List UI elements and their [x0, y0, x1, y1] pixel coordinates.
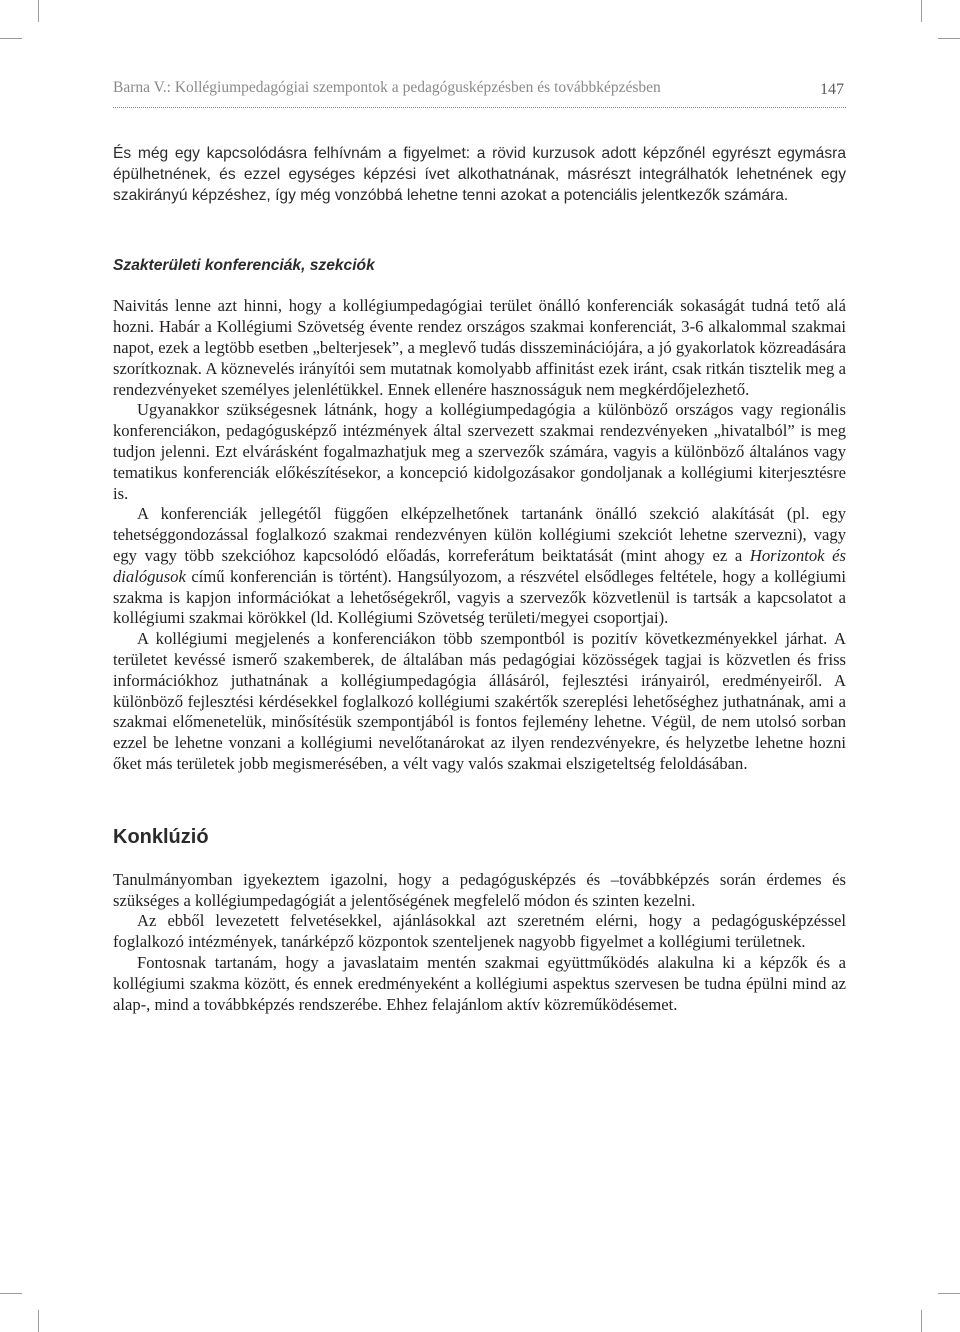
crop-mark-top-left-horizontal [0, 38, 22, 39]
body-paragraph: Fontosnak tartanám, hogy a javaslataim mentén szakmai együttműködés alakulna ki a képzők és a kollégiumi szakma között, és ennek eredményeként a kollégiumi aspektus szervesen be tudna épülni mind az alap-, mind a továbbképzés rendszerébe. Ehhez felajánlom aktív közreműködésemet. [113, 952, 846, 1014]
body-paragraph: Naivitás lenne azt hinni, hogy a kollégiumpedagógiai terület önálló konferenciák sokaságát tudná tető alá hozni. Habár a Kollégiumi Szövetség évente rendez országos szakmai konferenciát, 3-6 alkalommal szakmai napot, ezek a legtöbb esetben „belterjesek”, a meglevő tudás disszeminációjára, a jó gyakorlatok közreadására szorítkoznak. A köznevelés irányítói sem mutatnak komolyabb affinitást ezek iránt, csak ritkán tisztelik meg a rendezvényeket személyes jelenlétükkel. Ennek ellenére hasznosságuk nem megkérdőjelezhető. [113, 296, 846, 399]
crop-mark-top-right-horizontal [938, 38, 960, 39]
body-paragraph [113, 504, 846, 629]
body-paragraph: Tanulmányomban igyekeztem igazolni, hogy a pedagógusképzés és –továbbképzés során érdemes és szükséges a kollégiumpedagógiát a jelentőségének megfelelő módon és szinten kezelni. [113, 869, 846, 910]
section-heading-conclusion: Konklúzió [113, 825, 209, 848]
section-heading-conferences: Szakterületi konferenciák, szekciók [113, 257, 375, 275]
crop-mark-bottom-left-horizontal [0, 1293, 22, 1294]
body-text: című konferencián is történt). Hangsúlyozom, a részvétel elsődleges feltétele, hogy a kollégiumi szakma is kapjon információkat a lehetőségekről, vagyis a szervezők közvetlenül is tartsák a kapcsolatot a kollégiumi szakmai körökkel (ld. Kollégiumi Szövetség területi/megyei csoportjai). [113, 566, 846, 628]
page-body [113, 144, 846, 1015]
crop-mark-top-left-vertical [38, 0, 39, 22]
intro-paragraph: És még egy kapcsolódásra felhívnám a figyelmet: a rövid kurzusok adott képzőnél egyrészt egymásra épülhetnének, és ezzel egységes képzési ívet alkothatnának, másrészt integrálhatók lehetnének egy szakirányú képzéshez, így még vonzóbbá lehetne tenni azokat a potenciális jelentkezők számára. [113, 145, 846, 204]
page-header [113, 79, 846, 108]
page-number: 147 [820, 81, 844, 98]
body-paragraph: Ugyanakkor szükségesnek látnánk, hogy a kollégiumpedagógia a különböző országos vagy regionális konferenciákon, pedagógusképző intézmények által szervezett szakmai rendezvényeken „hivatalból” is meg tudjon jelenni. Ezt elvárásként fogalmazhatjuk meg a szervezők számára, vagyis a különböző általános vagy tematikus konferenciák előkészítésekor, a koncepció kidolgozásakor gondoljanak a kollégiumi kiterjesztésre is. [113, 400, 846, 503]
running-head: Barna V.: Kollégiumpedagógiai szempontok a pedagógusképzésben és továbbképzésben [113, 79, 661, 96]
crop-mark-bottom-right-vertical [921, 1310, 922, 1332]
conference-title: Horizontok és dialógusok [113, 545, 846, 586]
body-paragraph: Az ebből levezetett felvetésekkel, ajánlásokkal azt szeretném elérni, hogy a pedagógusképzéssel foglalkozó intézmények, tanárképző központok szenteljenek nagyobb figyelmet a kollégiumi területnek. [113, 911, 846, 952]
crop-mark-bottom-left-vertical [38, 1310, 39, 1332]
body-paragraph: A kollégiumi megjelenés a konferenciákon több szempontból is pozitív következményekkel járhat. A területet kevéssé ismerő szakemberek, de általában más pedagógiai közösségek tagjai is közvetlen és friss információkhoz juthatnának a kollégiumpedagógia állásáról, fejlesztési irányairól, eredményeiről. A különböző fejlesztési kérdésekkel foglalkozó kollégiumi szakértők szereplési lehetőséghez juthatnának, ami a szakmai előmenetelük, minősítésük szempontjából is fontos fejlemény lehetne. Végül, de nem utolsó sorban ezzel be lehetne vonzani a kollégiumi nevelőtanárokat az ilyen rendezvényekre, és helyzetbe lehetne hozni őket más területek jobb megismerésében, a vélt vagy valós szakmai elszigeteltség feloldásában. [113, 629, 846, 773]
body-text: A konferenciák jellegétől függően elképzelhetőnek tartanánk önálló szekció alakítását (pl. egy tehetséggondozással foglalkozó szakmai rendezvényen külön kollégiumi szekciót lehetne szervezni), vagy egy vagy több szekcióhoz kapcsolódó előadás, korreferátum beiktatását (mint ahogy ez a [113, 504, 846, 565]
crop-mark-bottom-right-horizontal [938, 1293, 960, 1294]
crop-mark-top-right-vertical [921, 0, 922, 22]
